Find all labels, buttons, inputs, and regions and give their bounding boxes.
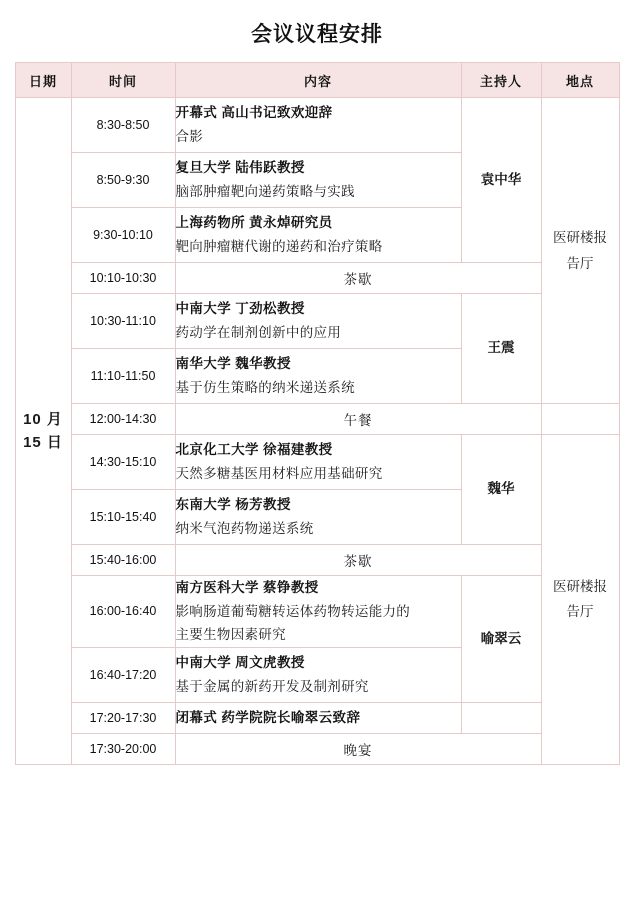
- content-title: 上海药物所 黄永焯研究员: [175, 215, 333, 231]
- content-title: 南华大学 魏华教授: [175, 356, 291, 372]
- place-line-1: 医研楼报: [553, 578, 607, 594]
- date-line-day: 15 日: [23, 433, 63, 451]
- time-cell: 17:20-17:30: [71, 702, 175, 733]
- content-cell: [175, 208, 461, 263]
- content-detail: 基于金属的新药开发及制剂研究: [175, 678, 369, 694]
- column-header-host: 主持人: [461, 63, 541, 98]
- content-title: 东南大学 杨芳教授: [175, 497, 291, 513]
- content-cell: [175, 435, 461, 490]
- host-cell-empty: [461, 702, 541, 733]
- content-cell-break: 茶歇: [175, 545, 541, 576]
- content-title: 复旦大学 陆伟跃教授: [175, 160, 305, 176]
- time-cell: 14:30-15:10: [71, 435, 175, 490]
- date-line-month: 10 月: [23, 410, 63, 428]
- host-cell: 喻翠云: [461, 576, 541, 703]
- column-header-date: 日期: [15, 63, 71, 98]
- content-detail: 天然多糖基医用材料应用基础研究: [175, 466, 383, 481]
- content-title: 南方医科大学 蔡铮教授: [175, 580, 319, 595]
- content-cell-break: 午餐: [175, 404, 541, 435]
- content-detail-2: 主要生物因素研究: [175, 627, 286, 643]
- content-title: 开幕式 高山书记致欢迎辞: [175, 105, 333, 121]
- column-header-place: 地点: [541, 63, 619, 98]
- time-cell: 16:00-16:40: [71, 576, 175, 648]
- table-row: [15, 263, 619, 294]
- time-cell: 16:40-17:20: [71, 647, 175, 702]
- host-cell: 魏华: [461, 435, 541, 545]
- content-detail: 靶向肿瘤糖代谢的递药和治疗策略: [175, 239, 383, 254]
- content-detail: 药动学在制剂创新中的应用: [175, 325, 342, 340]
- content-title: 闭幕式 药学院院长喻翠云致辞: [175, 710, 361, 726]
- time-cell: 8:50-9:30: [71, 153, 175, 208]
- time-cell: 15:40-16:00: [71, 545, 175, 576]
- table-body: [15, 98, 619, 765]
- time-cell: 10:30-11:10: [71, 294, 175, 349]
- table-row: [15, 404, 619, 435]
- host-cell: 王震: [461, 294, 541, 404]
- agenda-table: [15, 62, 620, 765]
- date-cell: [15, 98, 71, 765]
- time-cell: 17:30-20:00: [71, 733, 175, 764]
- content-detail: 合影: [175, 129, 204, 144]
- content-cell: [175, 294, 461, 349]
- table-header-row: [15, 63, 619, 98]
- content-cell-break: 茶歇: [175, 263, 541, 294]
- time-cell: 12:00-14:30: [71, 404, 175, 435]
- content-cell: [175, 349, 461, 404]
- content-cell: [175, 576, 461, 648]
- table-row: [15, 98, 619, 153]
- table-header: [15, 63, 619, 98]
- content-detail: 影响肠道葡萄糖转运体药物转运能力的: [175, 603, 411, 619]
- content-detail: 基于仿生策略的纳米递送系统: [175, 380, 355, 395]
- table-row: [15, 294, 619, 349]
- time-cell: 8:30-8:50: [71, 98, 175, 153]
- content-title: 中南大学 丁劲松教授: [175, 301, 305, 317]
- content-cell-break: 晚宴: [175, 733, 541, 764]
- content-cell: [175, 490, 461, 545]
- place-line-1: 医研楼报: [553, 229, 607, 245]
- content-title: 北京化工大学 徐福建教授: [175, 442, 333, 458]
- content-cell: [175, 153, 461, 208]
- place-cell-empty: [541, 404, 619, 435]
- time-cell: 9:30-10:10: [71, 208, 175, 263]
- content-cell: [175, 98, 461, 153]
- table-row: [15, 733, 619, 764]
- table-row: [15, 435, 619, 490]
- host-cell: 袁中华: [461, 98, 541, 263]
- content-title: 中南大学 周文虎教授: [175, 655, 305, 671]
- column-header-content: 内容: [175, 63, 461, 98]
- time-cell: 11:10-11:50: [71, 349, 175, 404]
- page-title: 会议议程安排: [251, 23, 383, 46]
- table-row: [15, 702, 619, 733]
- place-cell: [541, 435, 619, 765]
- table-row: [15, 545, 619, 576]
- place-line-2: 告厅: [566, 604, 594, 620]
- content-detail: 纳米气泡药物递送系统: [175, 521, 314, 536]
- time-cell: 10:10-10:30: [71, 263, 175, 294]
- time-cell: 15:10-15:40: [71, 490, 175, 545]
- content-cell: [175, 647, 461, 702]
- content-cell: [175, 702, 461, 733]
- column-header-time: 时间: [71, 63, 175, 98]
- table-row: [15, 576, 619, 648]
- place-cell: [541, 98, 619, 404]
- content-detail: 脑部肿瘤靶向递药策略与实践: [175, 184, 355, 199]
- place-line-2: 告厅: [566, 255, 594, 271]
